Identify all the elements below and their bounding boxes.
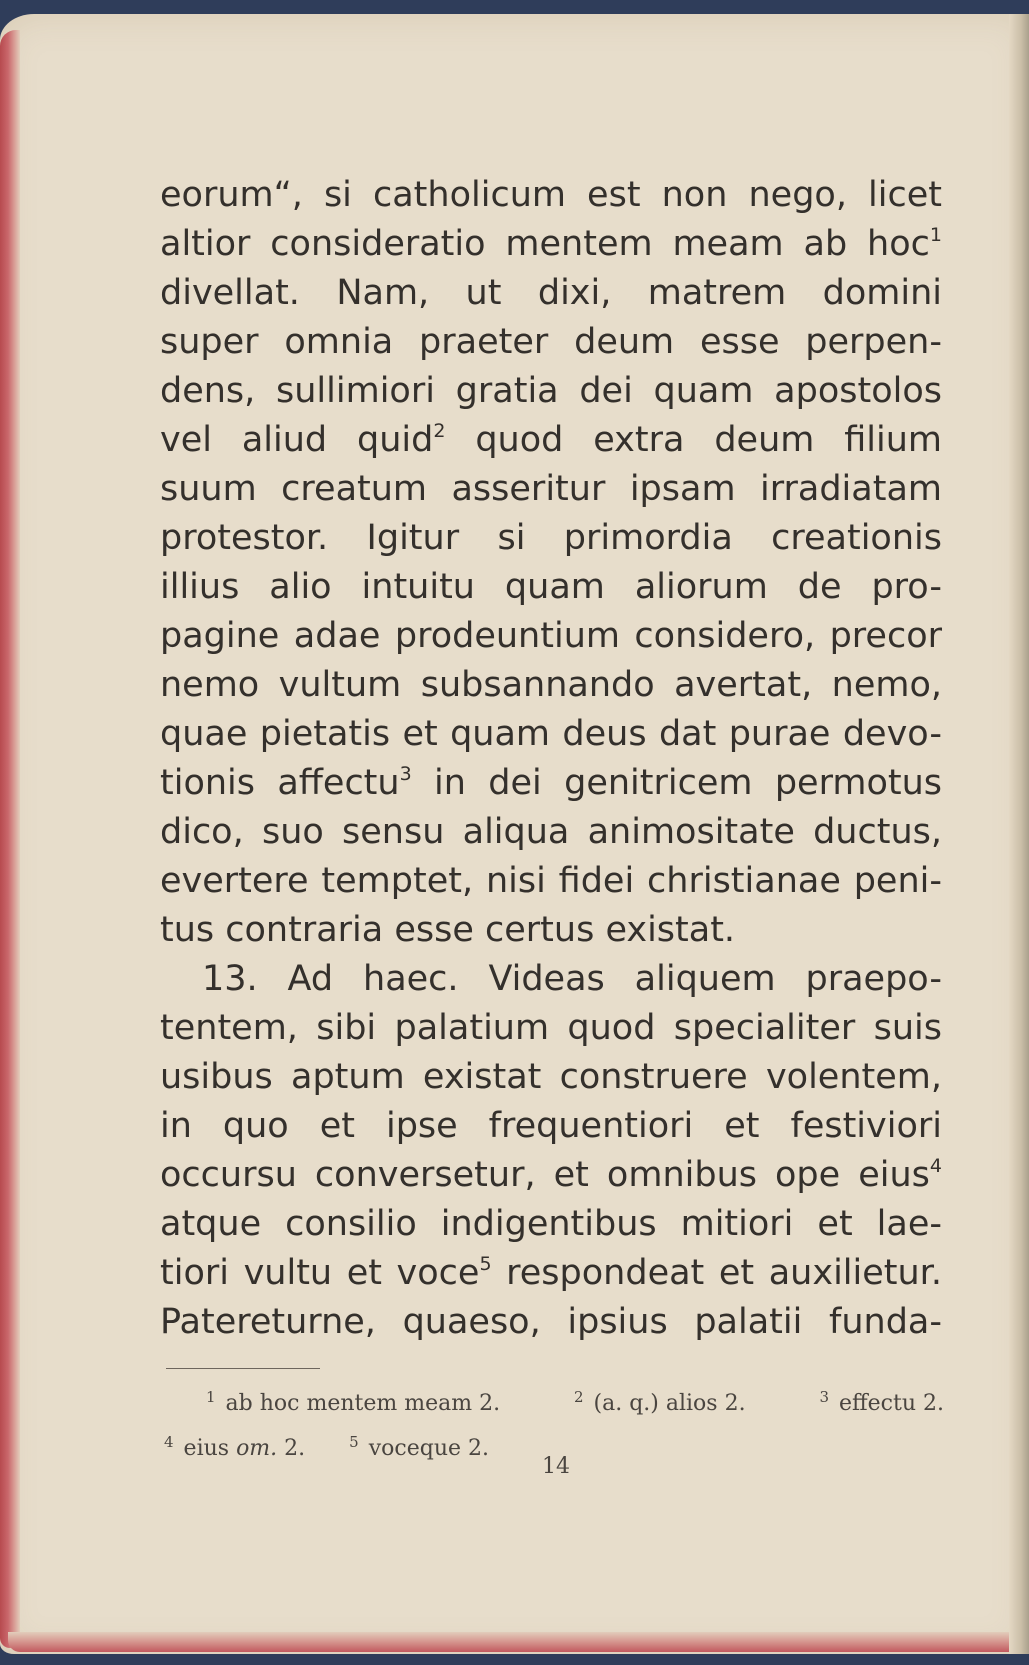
text-line: tus contraria esse certus existat.: [160, 910, 736, 950]
footnote: $^1$ ab hoc mentem meam 2.: [206, 1388, 501, 1416]
footnote: $^4$ eius om. 2.: [164, 1433, 306, 1461]
text-line: altior consideratio mentem meam ab hoc$^1$: [160, 224, 942, 264]
text-line: occursu conversetur, et omnibus ope eius$^4$: [160, 1155, 942, 1195]
text-line: Patereturne, quaeso, ipsius palatii funda-: [160, 1302, 942, 1342]
text-line: dens, sullimiori gratia dei quam apostolos: [160, 371, 942, 411]
text-line: eorum“, si catholicum est non nego, licet: [160, 175, 942, 215]
text-line: illius alio intuitu quam aliorum de pro-: [160, 567, 942, 607]
text-line: evertere temptet, nisi fidei christianae peni-: [160, 861, 942, 901]
text-line: protestor. Igitur si primordia creationis: [160, 518, 942, 558]
page-gutter-right: [1009, 14, 1029, 1654]
text-line: in quo et ipse frequentiori et festiviori: [160, 1106, 942, 1146]
footnote-separator: [166, 1368, 320, 1369]
text-line: vel aliud quid$^2$ quod extra deum filium: [160, 420, 942, 460]
footnote-row: [164, 1378, 944, 1423]
footnote-mark: 1: [929, 224, 942, 246]
text-line: divellat. Nam, ut dixi, matrem domini: [160, 273, 942, 313]
text-line: dico, suo sensu aliqua animositate ductus,: [160, 812, 942, 852]
text-line: quae pietatis et quam deus dat purae devo-: [160, 714, 942, 754]
footnote-mark: 5: [479, 1253, 492, 1275]
footnote: $^3$ effectu 2.: [819, 1388, 944, 1416]
text-line: pagine adae prodeuntium considero, precor: [160, 616, 942, 656]
text-line: tionis affectu$^3$ in dei genitricem permotus: [160, 763, 942, 803]
red-page-edge-left: [0, 30, 20, 1648]
text-line: tiori vultu et voce$^5$ respondeat et auxilietur.: [160, 1253, 942, 1293]
text-line: tentem, sibi palatium quod specialiter suis: [160, 1008, 942, 1048]
footnote-mark: 2: [433, 420, 446, 442]
text-line: suum creatum asseritur ipsam irradiatam: [160, 469, 942, 509]
footnote: $^2$ (a. q.) alios 2.: [573, 1388, 746, 1416]
text-line: usibus aptum existat construere volentem,: [160, 1057, 942, 1097]
text-line: nemo vultum subsannando avertat, nemo,: [160, 665, 942, 705]
text-line: atque consilio indigentibus mitiori et lae-: [160, 1204, 942, 1244]
footnote-mark: 3: [399, 763, 412, 785]
main-text-block: [160, 171, 942, 1347]
page-number: 14: [542, 1454, 570, 1479]
text-line: super omnia praeter deum esse perpen-: [160, 322, 942, 362]
footnote: $^5$ voceque 2.: [349, 1433, 489, 1461]
footnote-mark: 4: [929, 1155, 942, 1177]
text-line: 13. Ad haec. Videas aliquem praepo-: [202, 959, 942, 999]
red-page-edge-bottom: [8, 1632, 1018, 1652]
